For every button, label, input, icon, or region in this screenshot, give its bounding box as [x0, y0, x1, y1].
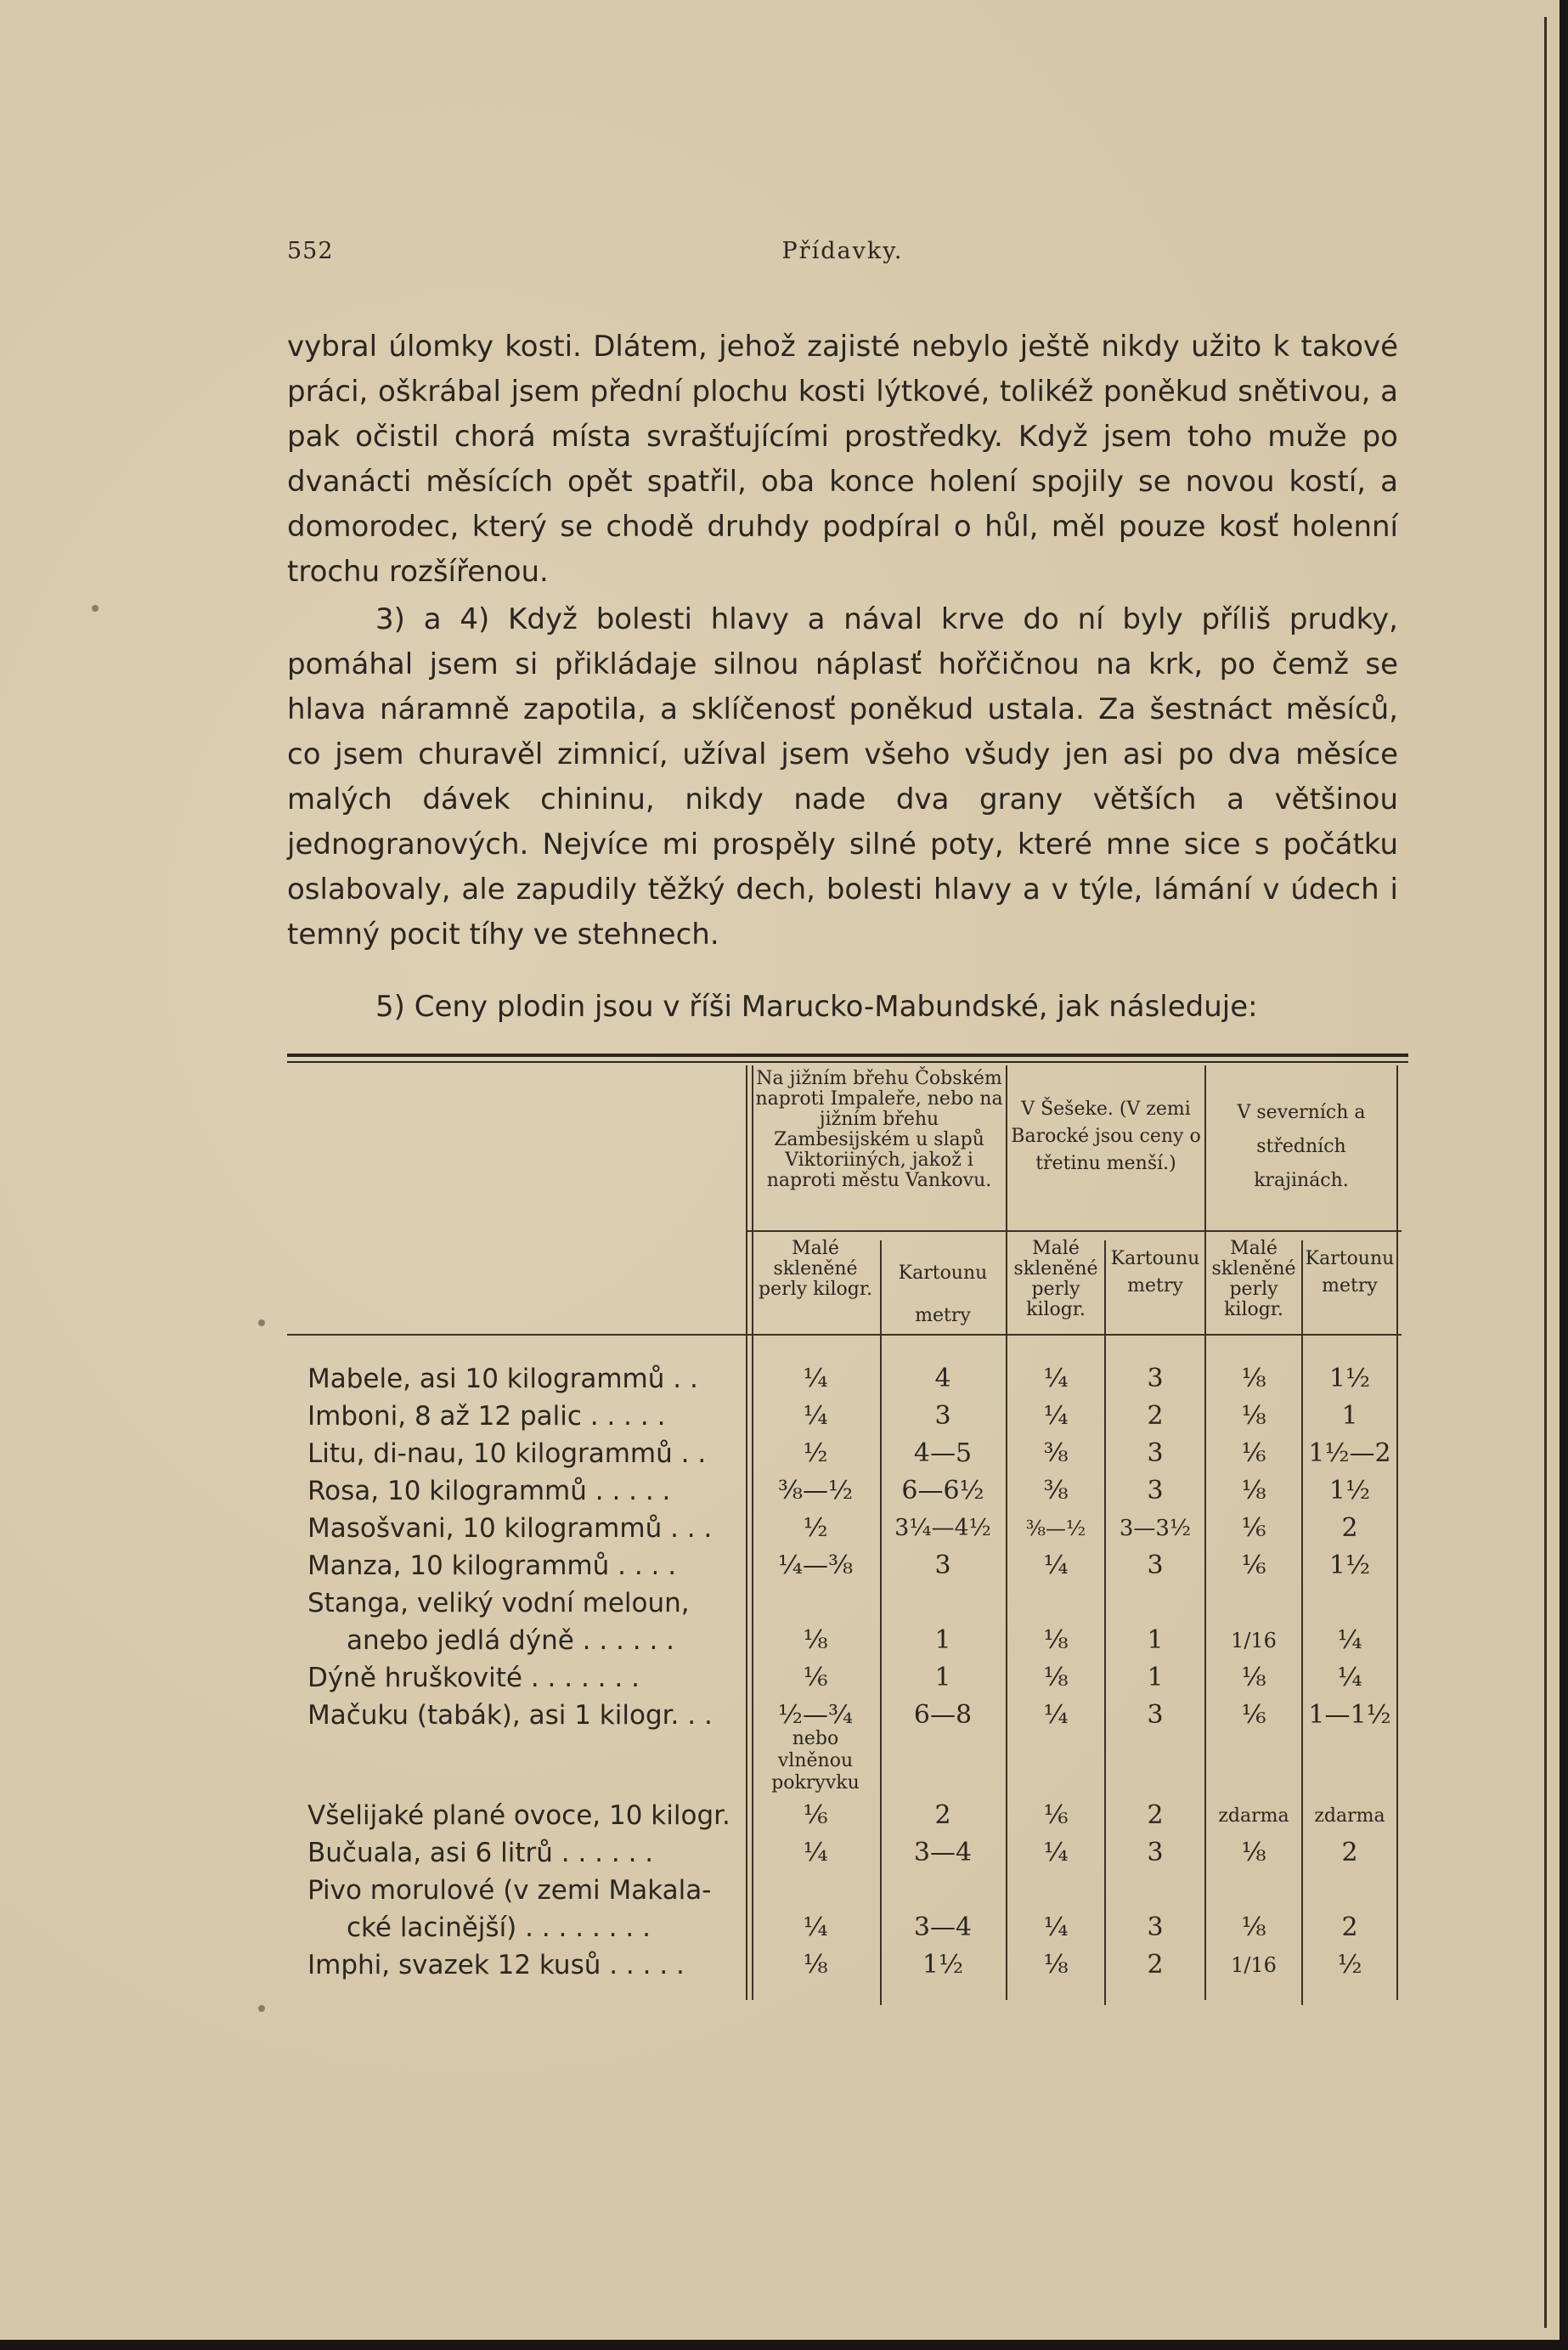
group-header-north: V severních a středních krajinách.	[1237, 1102, 1366, 1191]
cell-north-perly: ⅙	[1241, 1513, 1266, 1543]
cell-south-kartoun: 6—6½	[901, 1476, 984, 1505]
cell-seseke-perly: ¼	[1043, 1700, 1069, 1730]
cell-seseke-kartoun: 3	[1147, 1700, 1164, 1730]
cell-south-perly: ⅛	[803, 1625, 828, 1655]
cell-seseke-kartoun: 3—3½	[1119, 1516, 1192, 1541]
cell-south-perly: ¼	[803, 1912, 828, 1942]
row-label: Stanga, veliký vodní meloun,	[307, 1588, 690, 1618]
running-title: Přídavky.	[781, 238, 904, 264]
cell-north-kartoun: 2	[1341, 1513, 1358, 1543]
cell-north-kartoun: 1½	[1328, 1364, 1371, 1393]
group-header-south: Na jižním břehu Čobském naproti Impaleře, nebo na jižním břehu Zambesijském u slapů Viktoriiných, jakož i naproti městu Vankovu.	[755, 1068, 1003, 1191]
cell-north-perly: 1/16	[1231, 1629, 1277, 1652]
page-header	[287, 238, 1398, 272]
cell-seseke-kartoun: 3	[1147, 1364, 1164, 1393]
cell-south-kartoun: 3—4	[913, 1838, 973, 1867]
cell-seseke-kartoun: 1	[1147, 1663, 1164, 1692]
header-bottom-rule	[287, 1334, 1402, 1336]
cell-south-perly: ⅛	[803, 1950, 828, 1980]
cell-north-kartoun: 1½	[1328, 1551, 1371, 1580]
cell-seseke-kartoun: 3	[1147, 1912, 1164, 1942]
cell-north-kartoun: 1½	[1328, 1476, 1371, 1505]
cell-south-kartoun: 2	[934, 1800, 951, 1830]
cell-seseke-perly: ⅛	[1043, 1663, 1069, 1692]
cell-seseke-perly: ¼	[1043, 1551, 1069, 1580]
column-rule	[752, 1065, 753, 2000]
cell-south-perly-note: nebo vlněnou pokryvku	[771, 1728, 860, 1794]
cell-south-kartoun: 3¼—4½	[894, 1515, 991, 1541]
cell-north-kartoun: 1	[1341, 1401, 1358, 1431]
page-edge-rule	[1544, 17, 1547, 2328]
cell-seseke-kartoun: 2	[1147, 1401, 1164, 1431]
column-rule	[1006, 1065, 1007, 2000]
row-label: Imboni, 8 až 12 palic . . . . .	[307, 1401, 666, 1432]
cell-seseke-perly: ⅛	[1043, 1950, 1069, 1980]
cell-seseke-kartoun: 3	[1147, 1476, 1164, 1505]
cell-south-perly: ⅜—½	[777, 1476, 854, 1505]
cell-north-perly: ⅛	[1241, 1838, 1266, 1867]
cell-seseke-kartoun: 2	[1147, 1950, 1164, 1980]
cell-south-kartoun: 6—8	[913, 1700, 973, 1730]
cell-south-kartoun: 1½	[922, 1950, 964, 1980]
cell-north-perly: ⅙	[1241, 1551, 1266, 1580]
cell-north-kartoun: 2	[1341, 1838, 1358, 1867]
cell-seseke-perly: ⅜—½	[1025, 1517, 1086, 1540]
scan-edge-bottom	[0, 2340, 1568, 2350]
cell-north-kartoun: ¼	[1337, 1625, 1362, 1655]
subheader-perly-3: Malé skleněné perly kilogr.	[1211, 1238, 1296, 1320]
row-label: Bučuala, asi 6 litrů . . . . . .	[307, 1838, 654, 1868]
cell-south-kartoun: 3—4	[913, 1912, 973, 1942]
margin-speck	[92, 605, 99, 612]
column-rule	[1396, 1065, 1398, 2000]
cell-south-kartoun: 1	[934, 1625, 951, 1655]
cell-seseke-kartoun: 2	[1147, 1800, 1164, 1830]
row-label: Rosa, 10 kilogrammů . . . . .	[307, 1476, 671, 1506]
subheader-kartoun-2: Kartounu metry	[1110, 1248, 1200, 1296]
cell-north-perly: ⅙	[1241, 1700, 1266, 1730]
body-text	[287, 325, 1398, 958]
cell-seseke-perly: ⅙	[1043, 1800, 1069, 1830]
cell-north-kartoun: ½	[1337, 1950, 1362, 1980]
column-rule	[1204, 1065, 1206, 2000]
row-label: Pivo morulové (v zemi Makala-	[307, 1875, 712, 1906]
cell-south-kartoun: 4	[934, 1364, 951, 1393]
cell-south-kartoun: 4—5	[913, 1438, 973, 1468]
cell-south-kartoun: 1	[934, 1663, 951, 1692]
group-header-seseke: V Šešeke. (V zemi Barocké jsou ceny o třetinu menší.)	[1011, 1099, 1201, 1174]
row-label: Litu, di-nau, 10 kilogrammů . .	[307, 1438, 707, 1469]
header-group-divider	[747, 1230, 1402, 1232]
row-label: Mačuku (tabák), asi 1 kilogr. . .	[307, 1700, 713, 1731]
cell-north-kartoun: 1½—2	[1308, 1438, 1391, 1468]
column-rule	[746, 1065, 747, 2000]
row-label: Imphi, svazek 12 kusů . . . . .	[307, 1950, 685, 1980]
cell-south-perly: ⅙	[803, 1663, 828, 1692]
cell-north-perly: ⅛	[1241, 1364, 1266, 1393]
subheader-kartoun-3: Kartounu metry	[1305, 1248, 1395, 1296]
table-intro: 5) Ceny plodin jsou v říši Marucko-Mabundské, jak následuje:	[375, 990, 1258, 1024]
cell-seseke-perly: ⅜	[1043, 1438, 1069, 1468]
table-top-rule	[287, 1054, 1408, 1057]
cell-north-perly: ⅛	[1241, 1663, 1266, 1692]
subheader-perly-2: Malé skleněné perly kilogr.	[1013, 1238, 1098, 1320]
margin-speck	[258, 2005, 265, 2012]
column-rule	[1301, 1240, 1303, 2005]
subheader-kartoun-1: Kartounu metry	[898, 1263, 988, 1326]
cell-north-perly: ⅛	[1241, 1912, 1266, 1942]
cell-south-perly: ½—¾	[777, 1700, 854, 1730]
column-rule	[880, 1240, 882, 2005]
cell-south-perly: ¼	[803, 1838, 828, 1867]
row-label: anebo jedlá dýně . . . . . .	[347, 1625, 675, 1656]
table-top-rule-thin	[287, 1061, 1408, 1063]
cell-north-kartoun: 1—1½	[1308, 1700, 1391, 1730]
cell-seseke-perly: ¼	[1043, 1364, 1069, 1393]
cell-south-perly: ½	[803, 1438, 828, 1468]
cell-seseke-kartoun: 3	[1147, 1838, 1164, 1867]
cell-north-kartoun: zdarma	[1314, 1805, 1385, 1827]
cell-north-perly: ⅛	[1241, 1401, 1266, 1431]
cell-seseke-perly: ⅛	[1043, 1625, 1069, 1655]
cell-south-kartoun: 3	[934, 1401, 951, 1431]
cell-north-perly: zdarma	[1218, 1805, 1289, 1827]
row-label: Všelijaké plané ovoce, 10 kilogr.	[307, 1800, 730, 1831]
row-label: Dýně hruškovité . . . . . . .	[307, 1663, 640, 1693]
paragraph-1: vybral úlomky kosti. Dlátem, jehož zajisté nebylo ještě nikdy užito k takové práci, oškrábal jsem přední plochu kosti lýtkové, tolikéž poněkud snětivou, a pak očistil chorá místa svrašťujícími prostředky. Když jsem toho muže po dvanácti měsících opět spatřil, oba konce holení spojily se novou kostí, a domorodec, který se chodě druhdy podpíral o hůl, měl pouze kosť holenní trochu rozšířenou.	[287, 330, 1398, 589]
scan-edge-right	[1560, 0, 1568, 2350]
cell-north-kartoun: ¼	[1337, 1663, 1362, 1692]
page-number: 552	[287, 238, 334, 264]
cell-south-kartoun: 3	[934, 1551, 951, 1580]
cell-north-kartoun: 2	[1341, 1912, 1358, 1942]
cell-north-perly: 1/16	[1231, 1953, 1277, 1977]
cell-seseke-perly: ¼	[1043, 1401, 1069, 1431]
cell-south-perly: ¼	[803, 1401, 828, 1431]
cell-south-perly: ¼	[803, 1364, 828, 1393]
subheader-perly-1: Malé skleněné perly kilogr.	[759, 1238, 872, 1300]
cell-south-perly: ¼—⅜	[777, 1551, 854, 1580]
row-label: cké lacinější) . . . . . . . .	[347, 1912, 651, 1943]
cell-north-perly: ⅙	[1241, 1438, 1266, 1468]
row-label: Manza, 10 kilogrammů . . . .	[307, 1551, 677, 1581]
margin-speck	[258, 1319, 265, 1326]
cell-seseke-perly: ¼	[1043, 1912, 1069, 1942]
cell-seseke-perly: ⅜	[1043, 1476, 1069, 1505]
cell-north-perly: ⅛	[1241, 1476, 1266, 1505]
row-label: Mabele, asi 10 kilogrammů . .	[307, 1364, 698, 1394]
row-label: Masošvani, 10 kilogrammů . . .	[307, 1513, 713, 1544]
cell-seseke-kartoun: 3	[1147, 1551, 1164, 1580]
cell-seseke-kartoun: 1	[1147, 1625, 1164, 1655]
cell-seseke-kartoun: 3	[1147, 1438, 1164, 1468]
column-rule	[1104, 1240, 1106, 2005]
cell-south-perly: ½	[803, 1513, 828, 1543]
paragraph-2: 3) a 4) Když bolesti hlavy a nával krve do ní byly příliš prudky, pomáhal jsem si přikládaje silnou náplasť hořčičnou na krk, po čemž se hlava náramně zapotila, a sklíčenosť poněkud ustala. Za šestnáct měsíců, co jsem churavěl zimnicí, užíval jsem všeho všudy jen asi po dva měsíce malých dávek chininu, nikdy nade dva grany větších a většinou jednogranových. Nejvíce mi prospěly silné poty, které mne sice s počátku oslabovaly, ale zapudily těžký dech, bolesti hlavy a v týle, lámání v údech i temný pocit tíhy ve stehnech.	[287, 602, 1398, 952]
cell-seseke-perly: ¼	[1043, 1838, 1069, 1867]
cell-south-perly: ⅙	[803, 1800, 828, 1830]
